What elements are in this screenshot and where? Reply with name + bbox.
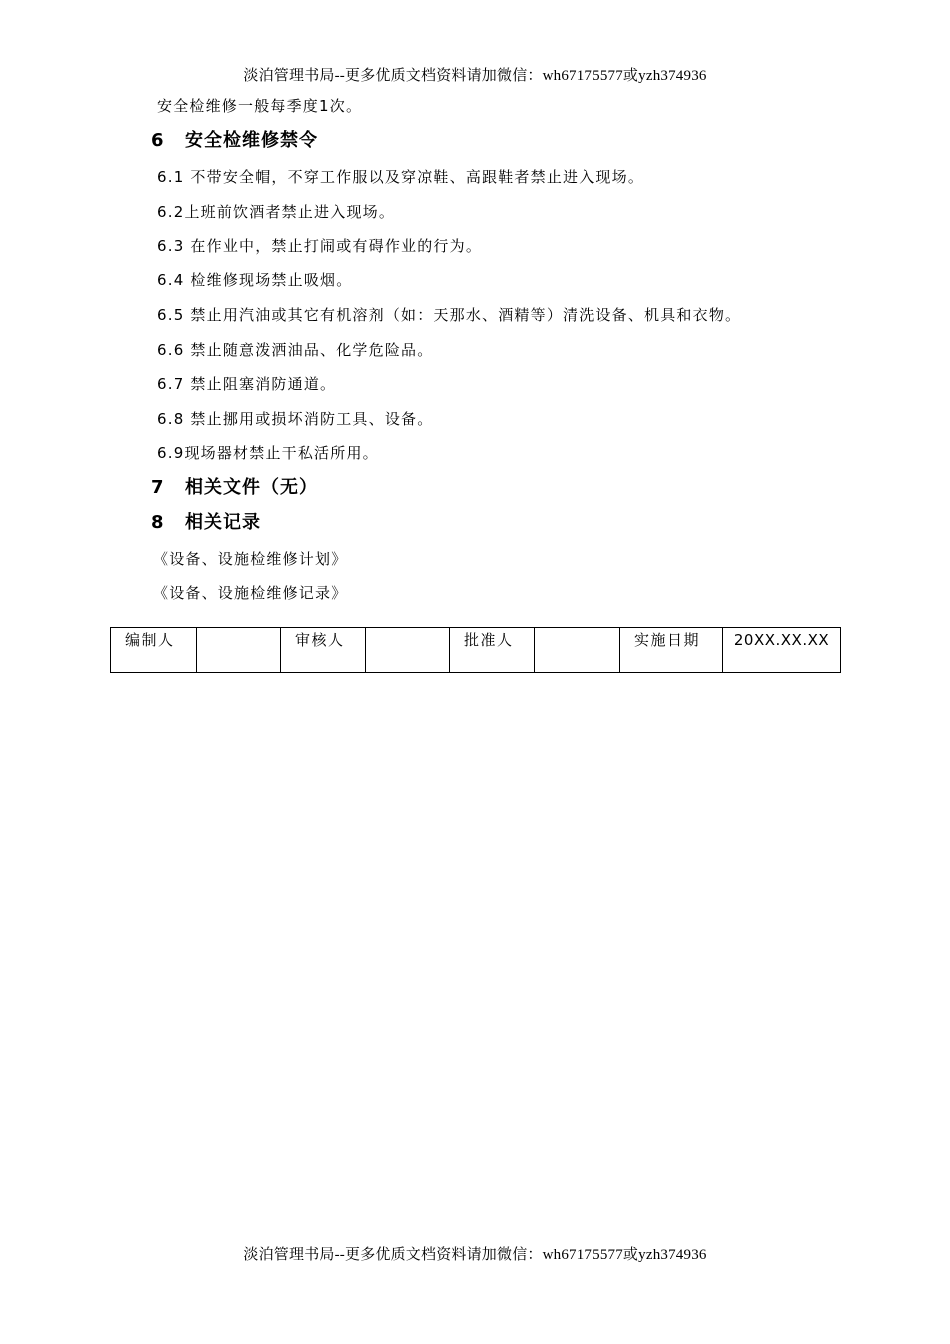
section-8-number: 8 (151, 512, 165, 533)
signature-table (110, 627, 841, 673)
section-7-heading (151, 477, 318, 499)
section-6-item: 6.6 禁止随意泼洒油品、化学危险品。 (157, 341, 434, 359)
intro-line: 安全检维修一般每季度1次。 (157, 97, 363, 115)
section-6-item: 6.9现场器材禁止干私活所用。 (157, 444, 379, 462)
approved-by-value (535, 628, 620, 673)
section-8-heading (151, 512, 261, 534)
section-6-heading (151, 130, 318, 152)
reviewed-by-value (366, 628, 450, 673)
record-item: 《设备、设施检维修计划》 (153, 550, 348, 568)
effective-date-value: 20XX.XX.XX (723, 628, 841, 673)
section-8-title: 相关记录 (185, 512, 261, 533)
section-6-item: 6.1 不带安全帽，不穿工作服以及穿凉鞋、高跟鞋者禁止进入现场。 (157, 168, 645, 186)
section-7-title: 相关文件（无） (185, 477, 318, 498)
approved-by-label: 批准人 (450, 628, 535, 673)
reviewed-by-label: 审核人 (281, 628, 366, 673)
page-header: 淡泊管理书局--更多优质文档资料请加微信：wh67175577或yzh374936 (243, 68, 707, 84)
page-footer: 淡泊管理书局--更多优质文档资料请加微信：wh67175577或yzh374936 (243, 1247, 707, 1263)
section-6-number: 6 (151, 130, 165, 151)
section-6-item: 6.7 禁止阻塞消防通道。 (157, 375, 337, 393)
section-6-item: 6.8 禁止挪用或损坏消防工具、设备。 (157, 410, 434, 428)
section-6-item: 6.5 禁止用汽油或其它有机溶剂（如：天那水、酒精等）清洗设备、机具和衣物。 (157, 306, 742, 324)
signature-row (111, 628, 841, 673)
prepared-by-value (197, 628, 281, 673)
section-6-item: 6.4 检维修现场禁止吸烟。 (157, 271, 353, 289)
effective-date-label: 实施日期 (620, 628, 723, 673)
prepared-by-label: 编制人 (111, 628, 197, 673)
record-item: 《设备、设施检维修记录》 (153, 584, 348, 602)
section-7-number: 7 (151, 477, 165, 498)
section-6-item: 6.3 在作业中，禁止打闹或有碍作业的行为。 (157, 237, 483, 255)
section-6-title: 安全检维修禁令 (185, 130, 318, 151)
section-6-item: 6.2上班前饮酒者禁止进入现场。 (157, 203, 396, 221)
